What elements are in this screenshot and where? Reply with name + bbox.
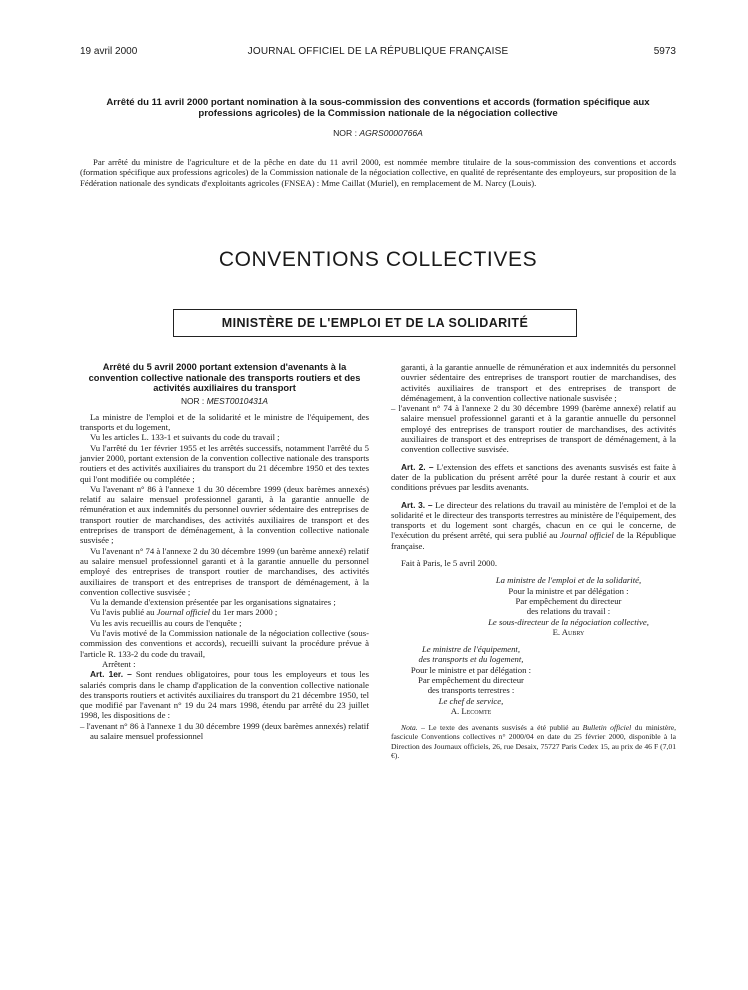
decree2-visa-1: Vu les articles L. 133-1 et suivants du code du travail ;	[90, 432, 280, 443]
decree1-nor-code: AGRS0000766A	[359, 128, 423, 138]
sig1-line-3: des relations du travail :	[526, 606, 611, 617]
sig2-name: A. Lecomte	[450, 705, 492, 716]
article-2-text: L'extension des effets et sanctions des avenants susvisés est faite à dater de la publication du présent arrêté pour la durée restant à courir et aux conditions prévues par lesdits avenants.	[391, 461, 676, 493]
decree2-dash-2: – l'avenant n° 74 à l'annexe 2 du 30 décembre 1999 (barème annexé) relatif au salaire mensuel professionnel garanti et à la garantie annuelle du personnel employé des entreprises de transport routier de marchandises, des activités auxiliaires de transport et des entreprises de transport de déménagement, à la convention collective susvisée.	[391, 403, 676, 455]
article-3-text-post: de la République française.	[391, 530, 676, 551]
decree2-article-3	[391, 500, 676, 551]
header-date: 19 avril 2000	[80, 46, 138, 57]
signature-block-1	[461, 575, 676, 637]
article-1-label: Art. 1er. –	[90, 669, 132, 680]
note-post: du ministère, fascicule Conventions collectives n° 2000/04 en date du 25 février 2000, disponible à la Direction des Journaux officiels, 26, rue Desaix, 75727 Paris Cedex 15, au prix de 46 F (7,01 €).	[391, 723, 676, 760]
decree2-visa-5: Vu la demande d'extension présentée par les organisations signataires ;	[90, 597, 336, 608]
note-bulletin: Bulletin officiel	[582, 723, 632, 733]
decree2-visa-6	[80, 607, 369, 617]
note-label: Nota. –	[401, 723, 425, 733]
article-3-text-pre: Le directeur des relations du travail au ministère de l'emploi et de la solidarité et le directeur des transports terrestres au ministère de l'équipement, des transports et du logement sont chargés, chacun en ce qui le concerne, de l'exécution du présent arrêté, qui sera publié au	[391, 499, 676, 541]
decree1-body: Par arrêté du ministre de l'agriculture et de la pêche en date du 11 avril 2000, est nommée membre titulaire de la sous-commission des conventions et accords (formation spécifique aux professions agricoles) de la Commission nationale de la négociation collective, en qualité de représentante des employeurs, sur proposition de la Fédération nationale des syndicats d'exploitants agricoles (FNSEA) : Mme Caillat (Muriel), en remplacement de M. Narcy (Louis).	[80, 157, 676, 188]
left-column	[80, 362, 369, 741]
sig2-line-2: Par empêchement du directeur	[418, 675, 524, 686]
decree2-nor-code: MEST0010431A	[206, 395, 269, 406]
page-number: 5973	[653, 46, 676, 57]
decree2-article-2	[391, 462, 676, 493]
article-3-label: Art. 3. –	[401, 499, 433, 510]
sig2-line-1: Pour le ministre et par délégation :	[410, 664, 532, 675]
decree2-nor-label: NOR :	[180, 395, 205, 406]
decree2-dash-1-part1: – l'avenant n° 86 à l'annexe 1 du 30 décembre 1999 (deux barèmes annexés) relatif au salaire mensuel professionnel	[80, 720, 369, 741]
decree2-visa-2: Vu l'arrêté du 1er février 1955 et les arrêtés successifs, notamment l'arrêté du 5 janvier 2000, portant extension de la convention collective nationale des transports routiers et des activités auxiliaires du transport du 21 décembre 1950 et des textes qui l'ont modifiée ou complétée ;	[80, 442, 369, 484]
decree2-visa-7: Vu les avis recueillis au cours de l'enquête ;	[90, 617, 242, 628]
section-title: CONVENTIONS COLLECTIVES	[218, 248, 538, 271]
decree2-visa-3: Vu l'avenant n° 86 à l'annexe 1 du 30 décembre 1999 (deux barèmes annexés) relatif au salaire mensuel professionnel garanti, à la garantie annuelle de rémunération et aux indemnités du personnel ouvrier sédentaire des entreprises de transport routier de marchandises, des activités auxiliaires de transport et des entreprises de transport de déménagement, à la convention collective nationale susvisée ;	[80, 483, 369, 546]
ministry-banner: MINISTÈRE DE L'EMPLOI ET DE LA SOLIDARITÉ	[173, 309, 577, 337]
article-2-label: Art. 2. –	[401, 461, 434, 472]
note-pre: Le texte des avenants susvisés a été publié au	[424, 723, 583, 733]
right-column	[391, 362, 676, 760]
decree2-title: Arrêté du 5 avril 2000 portant extension d'avenants à la convention collective nationale des transports routiers et des activités auxiliaires du transport	[88, 362, 361, 394]
journal-title: JOURNAL OFFICIEL DE LA RÉPUBLIQUE FRANÇAISE	[247, 46, 509, 57]
visa-6-pre: Vu l'avis publié au	[90, 607, 157, 618]
sig2-title-1: Le ministre de l'équipement,	[421, 644, 521, 655]
decree1-nor	[80, 128, 676, 138]
decree2-arretent: Arrêtent :	[102, 658, 136, 669]
decree2-nor	[80, 396, 369, 406]
decree2-visa-4: Vu l'avenant n° 74 à l'annexe 2 du 30 décembre 1999 (un barème annexé) relatif au salaire mensuel professionnel garanti et à la garantie annuelle du personnel employé des entreprises de transport routier de marchandises, des activités auxiliaires de transport et des entreprises de transport de déménagement, à la convention collective susvisée ;	[80, 545, 369, 597]
decree2-article-1	[80, 669, 369, 720]
decree2-visa-8: Vu l'avis motivé de la Commission nationale de la négociation collective (sous-commission des conventions et accords), recueilli suivant la procédure prévue à l'article R. 133-2 du code du travail,	[80, 628, 369, 659]
decree2-done-at: Fait à Paris, le 5 avril 2000.	[401, 558, 498, 569]
visa-6-post: du 1er mars 2000 ;	[210, 607, 278, 618]
article-3-journal: Journal officiel	[560, 530, 614, 541]
sig2-line-3: des transports terrestres :	[427, 685, 515, 696]
sig1-title: La ministre de l'emploi et de la solidarité,	[495, 575, 642, 586]
signature-block-2	[391, 644, 551, 716]
sig1-line-1: Pour la ministre et par délégation :	[508, 585, 629, 596]
sig1-line-4: Le sous-directeur de la négociation collective,	[488, 616, 649, 627]
sig2-title-2: des transports et du logement,	[418, 654, 524, 665]
sig2-line-4: Le chef de service,	[438, 695, 504, 706]
sig1-name: E. Aubry	[552, 626, 585, 637]
article-1-text: Sont rendues obligatoires, pour tous les employeurs et tous les salariés compris dans le champ d'application de la convention collective nationale des transports routiers et activités auxiliaires du transport du 21 décembre 1950, tel que modifié par l'avenant n° 19 du 24 mars 1998, étendu par arrêté du 23 juillet 1998, les dispositions de :	[80, 669, 369, 721]
decree2-dash-1-part2: garanti, à la garantie annuelle de rémunération et aux indemnités du personnel ouvrier sédentaire des entreprises de transport routier de marchandises, des activités auxiliaires de transport et des entreprises de transport de déménagement, à la convention collective nationale susvisée ;	[401, 362, 676, 403]
page-header	[80, 46, 676, 60]
sig1-line-2: Par empêchement du directeur	[515, 595, 622, 606]
decree1-title: Arrêté du 11 avril 2000 portant nomination à la sous-commission des conventions et accords (formation spécifique aux professions agricoles) de la Commission nationale de la négociation collective	[106, 97, 650, 119]
decree2-note	[391, 723, 676, 760]
decree2-preamble: La ministre de l'emploi et de la solidarité et le ministre de l'équipement, des transports et du logement,	[80, 411, 369, 433]
decree1-nor-label: NOR :	[333, 128, 357, 138]
visa-6-journal: Journal officiel	[156, 607, 210, 618]
